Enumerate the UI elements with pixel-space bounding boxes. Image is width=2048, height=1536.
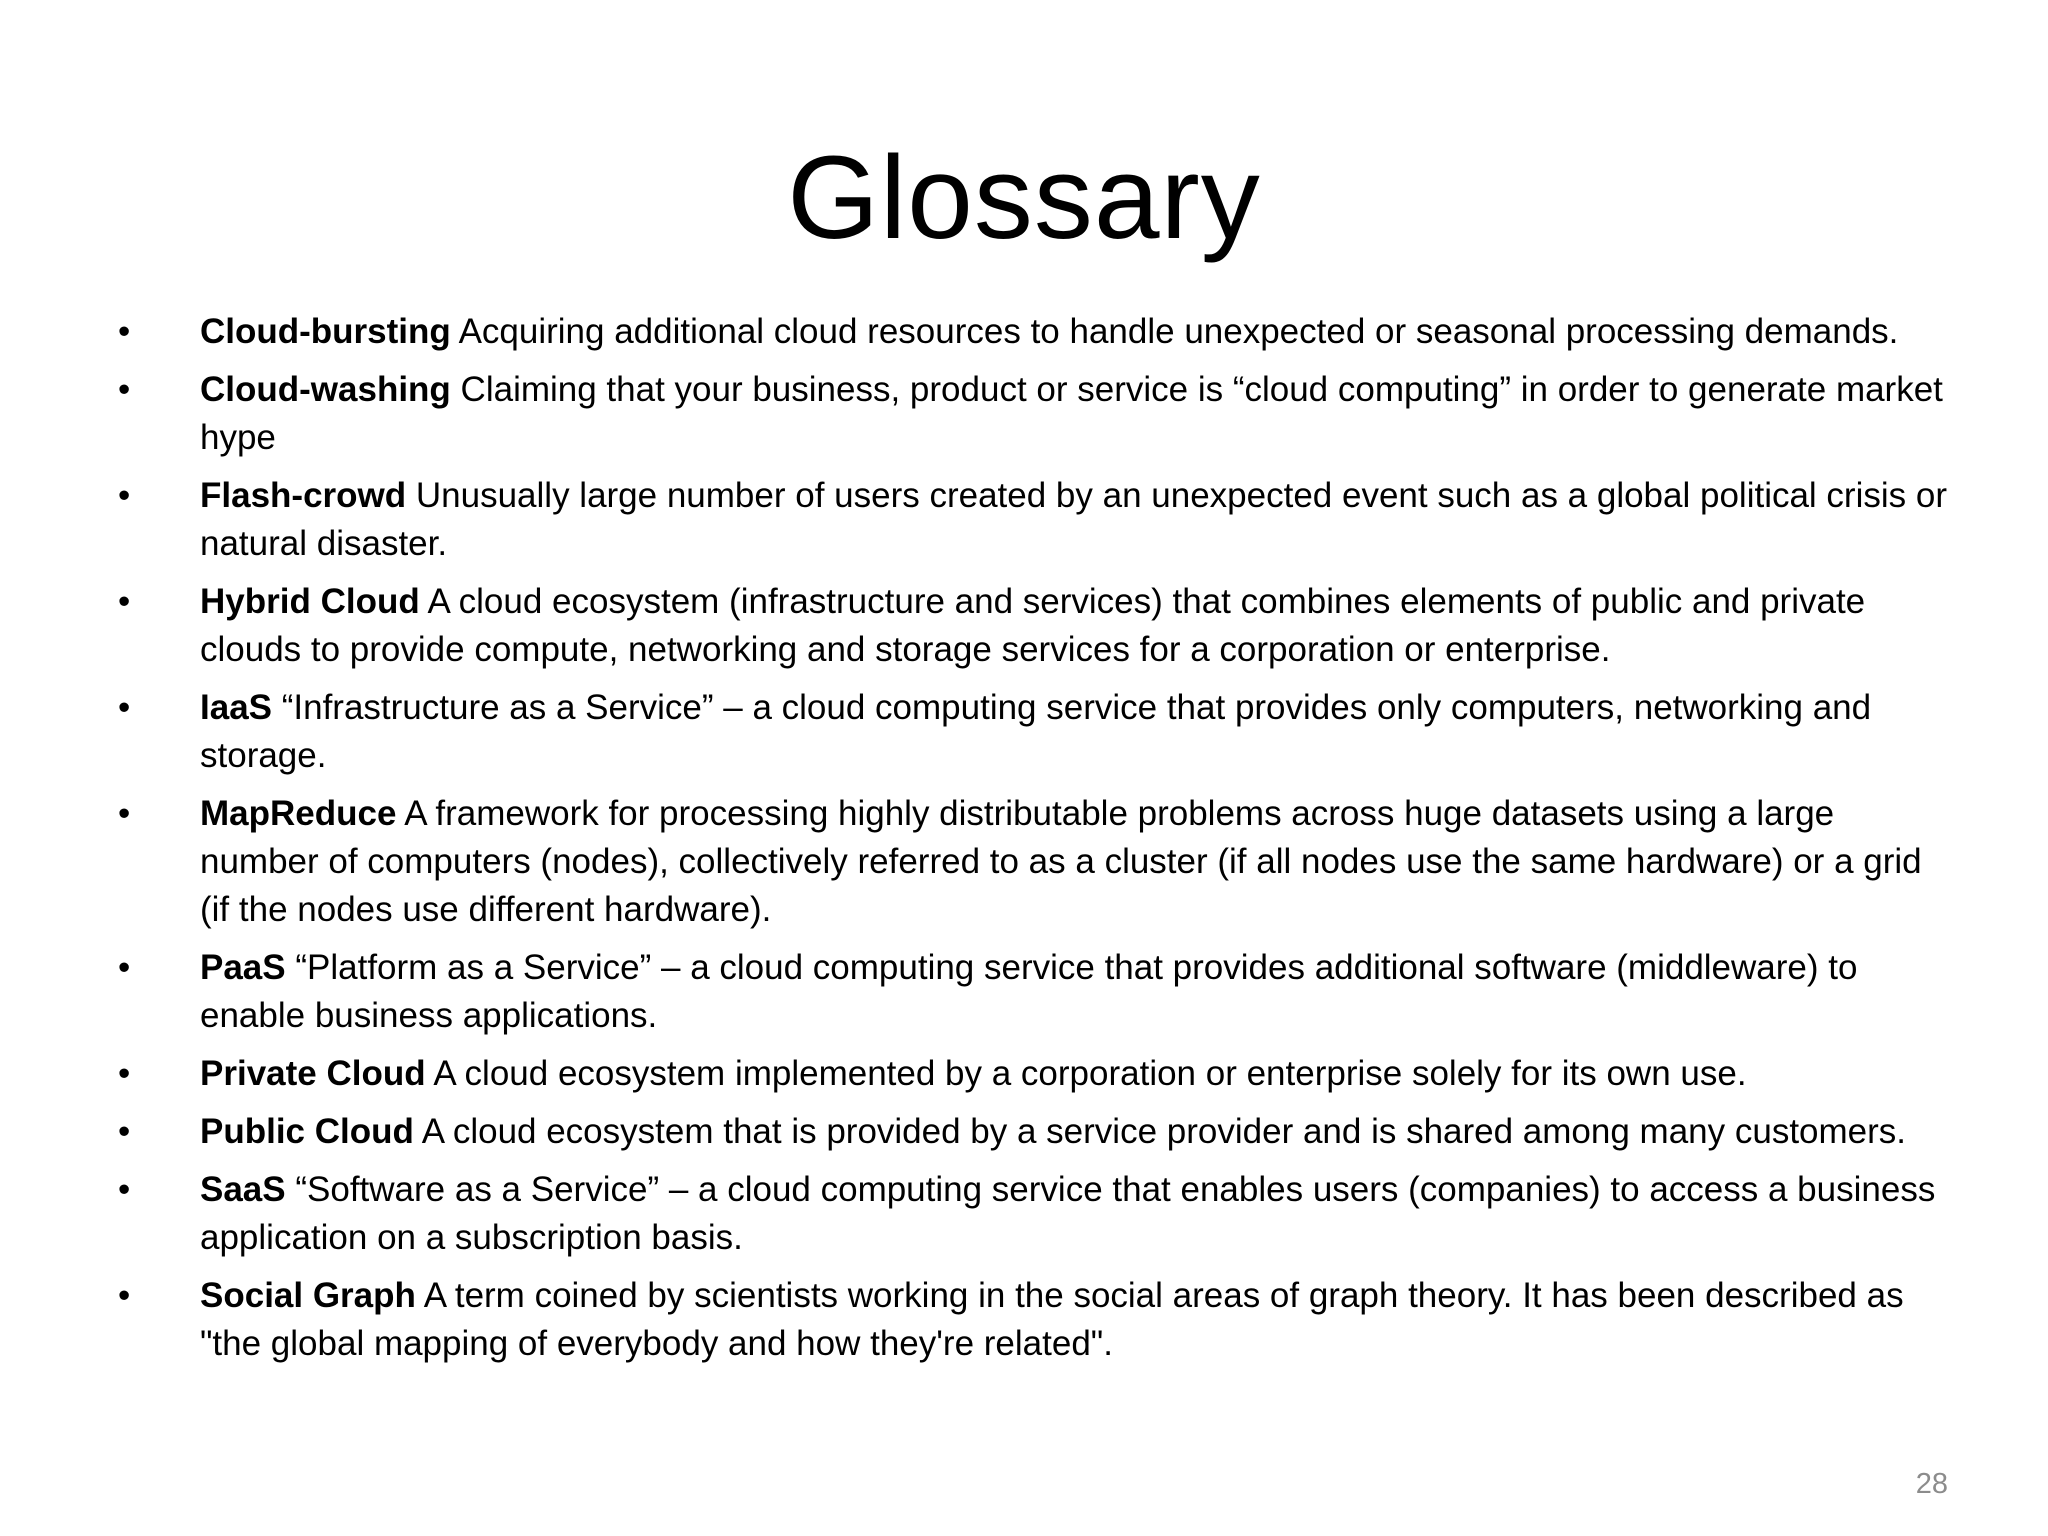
glossary-term: IaaS [200,688,272,727]
glossary-entry [0,790,2048,934]
glossary-term: Public Cloud [200,1112,414,1151]
bullet-icon: • [118,688,131,727]
bullet-icon: • [118,1170,131,1209]
glossary-entry [0,684,2048,780]
glossary-definition: A term coined by scientists working in the social areas of graph theory. It has been described as "the global mapping of everybody and how they're related". [200,1276,1904,1363]
slide-title: Glossary [787,132,1261,264]
glossary-entry [0,1166,2048,1262]
glossary-term: Cloud-washing [200,370,451,409]
glossary-entry [0,1272,2048,1368]
glossary-definition: “Infrastructure as a Service” – a cloud computing service that provides only computers, networking and storage. [200,688,1872,775]
glossary-list [0,308,2048,1378]
glossary-definition: Acquiring additional cloud resources to handle unexpected or seasonal processing demands. [458,312,1899,351]
bullet-icon: • [118,582,131,621]
glossary-entry [0,1050,2048,1098]
bullet-icon: • [118,476,131,515]
glossary-entry [0,578,2048,674]
bullet-icon: • [118,312,131,351]
page-number: 28 [1915,1468,1948,1500]
glossary-term: Social Graph [200,1276,416,1315]
glossary-definition: Claiming that your business, product or service is “cloud computing” in order to generate market hype [200,370,1943,457]
glossary-entry [0,1108,2048,1156]
glossary-definition: A cloud ecosystem that is provided by a service provider and is shared among many customers. [421,1112,1907,1151]
glossary-definition: A framework for processing highly distributable problems across huge datasets using a large number of computers (nodes), collectively referred to as a cluster (if all nodes use the same hardware) or a grid (if the nodes use different hardware). [200,794,1922,929]
glossary-definition: Unusually large number of users created by an unexpected event such as a global political crisis or natural disaster. [200,476,1947,563]
glossary-entry [0,944,2048,1040]
glossary-definition: “Software as a Service” – a cloud computing service that enables users (companies) to access a business application on a subscription basis. [200,1170,1936,1257]
bullet-icon: • [118,370,131,409]
glossary-definition: “Platform as a Service” – a cloud computing service that provides additional software (middleware) to enable business applications. [200,948,1858,1035]
bullet-icon: • [118,948,131,987]
glossary-term: MapReduce [200,794,397,833]
glossary-definition: A cloud ecosystem implemented by a corporation or enterprise solely for its own use. [433,1054,1747,1093]
glossary-term: Flash-crowd [200,476,407,515]
glossary-term: Hybrid Cloud [200,582,420,621]
glossary-entry [0,366,2048,462]
bullet-icon: • [118,1054,131,1093]
glossary-term: SaaS [200,1170,286,1209]
glossary-term: Private Cloud [200,1054,426,1093]
glossary-term: PaaS [200,948,286,987]
bullet-icon: • [118,1112,131,1151]
glossary-definition: A cloud ecosystem (infrastructure and services) that combines elements of public and private clouds to provide compute, networking and storage services for a corporation or enterprise. [200,582,1866,669]
glossary-entry [0,308,2048,356]
bullet-icon: • [118,794,131,833]
glossary-entry [0,472,2048,568]
glossary-term: Cloud-bursting [200,312,451,351]
bullet-icon: • [118,1276,131,1315]
